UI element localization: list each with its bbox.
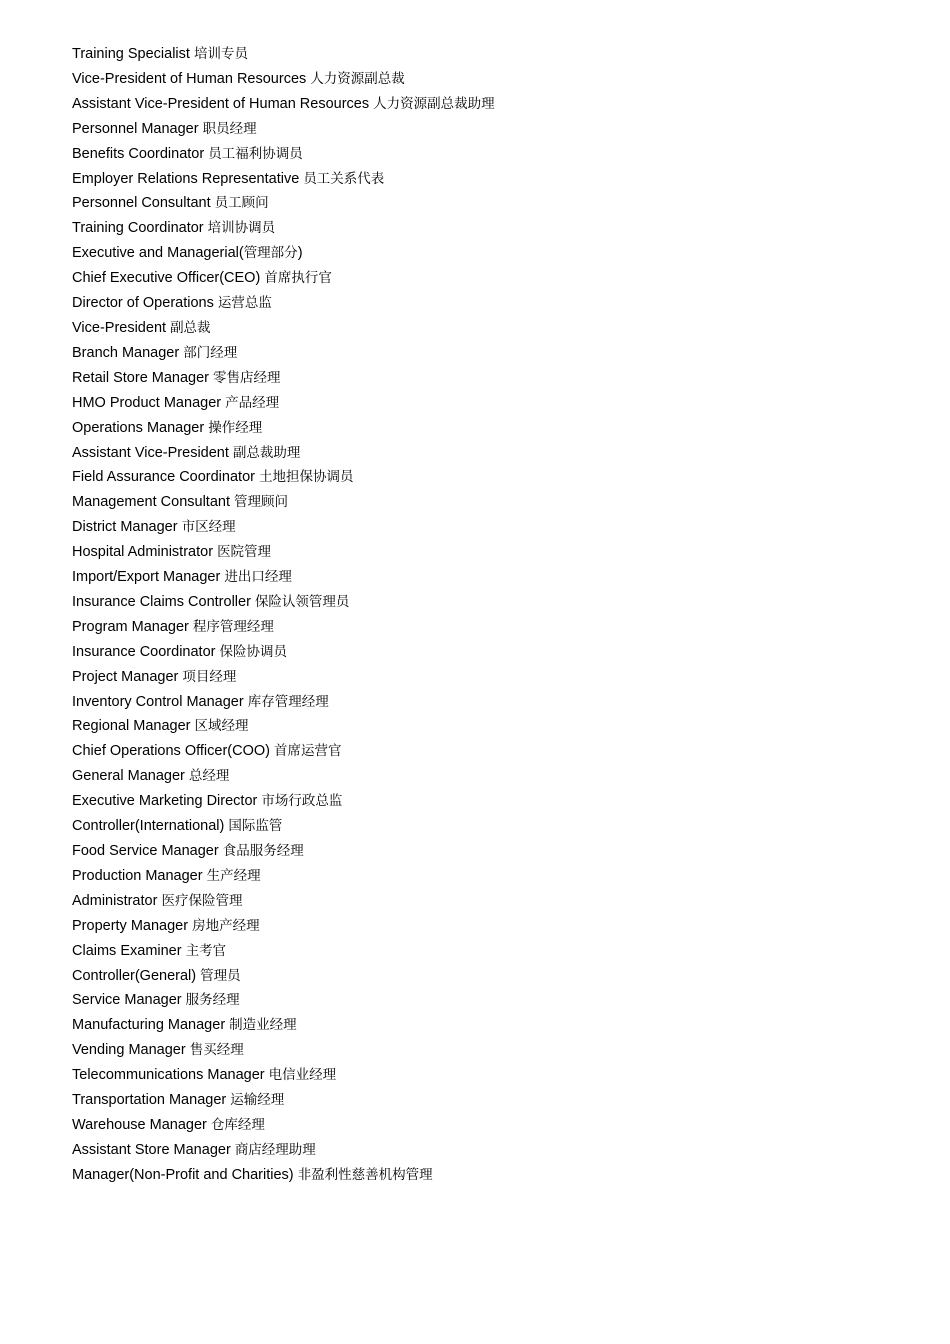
job-title-en: General Manager	[72, 768, 189, 785]
job-title-zh: 市区经理	[181, 519, 236, 536]
list-item	[72, 1113, 512, 1138]
job-title-zh: 项目经理	[182, 668, 237, 685]
job-title-zh: 人力资源副总裁助理	[373, 95, 495, 112]
job-title-zh: 运输经理	[230, 1092, 285, 1109]
section-heading-zh: 管理部分	[243, 245, 298, 262]
job-title-zh: 零售店经理	[213, 369, 281, 386]
job-title-en: Import/Export Manager	[72, 569, 225, 586]
job-title-zh: 仓库经理	[210, 1116, 265, 1133]
job-title-zh: 人力资源副总裁	[310, 70, 405, 87]
list-item	[72, 515, 512, 540]
job-title-en: Chief Executive Officer(CEO)	[72, 270, 265, 287]
list-item	[72, 291, 512, 316]
job-title-en: Controller(International)	[72, 818, 229, 835]
list-item	[72, 366, 512, 391]
job-title-en: Service Manager	[72, 992, 186, 1009]
job-title-en: Management Consultant	[72, 494, 235, 511]
list-item	[72, 565, 512, 590]
list-item	[72, 1088, 512, 1113]
job-title-zh: 商店经理助理	[234, 1141, 316, 1158]
list-item	[72, 92, 512, 117]
job-title-en: Vending Manager	[72, 1042, 190, 1059]
job-title-en: Chief Operations Officer(COO)	[72, 743, 274, 760]
job-title-en: Controller(General)	[72, 967, 201, 984]
job-title-zh: 首席执行官	[264, 270, 332, 287]
job-title-en: Hospital Administrator	[72, 544, 218, 561]
job-title-en: Personnel Consultant	[72, 195, 215, 212]
job-title-en: Regional Manager	[72, 718, 195, 735]
job-title-zh: 医疗保险管理	[161, 892, 243, 909]
job-title-zh: 操作经理	[208, 419, 263, 436]
job-title-en: Branch Manager	[72, 344, 184, 361]
list-item	[72, 640, 512, 665]
list-item	[72, 341, 512, 366]
job-title-zh: 程序管理经理	[192, 618, 274, 635]
list-item	[72, 690, 512, 715]
job-title-zh: 副总裁助理	[232, 444, 301, 461]
job-title-zh: 培训协调员	[207, 220, 276, 237]
list-item	[72, 864, 512, 889]
list-item	[72, 191, 512, 216]
list-item	[72, 391, 512, 416]
job-title-zh: 土地担保协调员	[259, 469, 354, 486]
list-item	[72, 316, 512, 341]
list-item	[72, 441, 512, 466]
job-title-zh: 库存管理经理	[247, 693, 329, 710]
job-title-en: Personnel Manager	[72, 120, 203, 137]
list-item	[72, 814, 512, 839]
job-title-zh: 食品服务经理	[222, 843, 304, 859]
job-title-zh: 副总裁	[170, 319, 211, 336]
list-item	[72, 789, 512, 814]
job-title-zh: 总经理	[188, 768, 230, 785]
job-title-en: Employer Relations Representative	[72, 170, 304, 187]
list-item	[72, 764, 512, 789]
list-item	[72, 714, 512, 739]
job-title-en: Insurance Claims Controller	[72, 593, 255, 610]
job-title-zh: 主考官	[185, 942, 227, 959]
job-title-en: Insurance Coordinator	[72, 643, 220, 660]
job-title-en: Program Manager	[72, 618, 193, 635]
job-title-zh: 国际监管	[228, 818, 283, 835]
list-item	[72, 117, 512, 142]
job-title-en: Assistant Vice-President	[72, 444, 233, 461]
job-title-zh: 运营总监	[217, 295, 272, 312]
list-item	[72, 540, 512, 565]
section-heading-en: Executive and Managerial(	[72, 245, 244, 262]
list-item	[72, 266, 512, 291]
section-heading-close-paren: )	[297, 245, 303, 262]
job-title-en: Director of Operations	[72, 295, 218, 312]
document-page	[72, 42, 512, 1188]
job-title-zh: 售买经理	[189, 1042, 244, 1059]
job-title-en: Vice-President of Human Resources	[72, 70, 311, 87]
list-item	[72, 665, 512, 690]
job-title-zh: 员工福利协调员	[208, 145, 303, 162]
job-title-en: Executive Marketing Director	[72, 793, 262, 810]
list-item	[72, 1013, 512, 1038]
job-title-zh: 制造业经理	[229, 1017, 297, 1034]
list-item	[72, 889, 512, 914]
job-title-en: Operations Manager	[72, 419, 209, 436]
job-title-zh: 进出口经理	[224, 569, 292, 586]
job-title-en: Manufacturing Manager	[72, 1017, 230, 1034]
job-title-en: Project Manager	[72, 668, 183, 685]
job-title-en: Telecommunications Manager	[72, 1067, 269, 1084]
job-title-en: Claims Examiner	[72, 942, 186, 959]
list-item	[72, 590, 512, 615]
job-title-en: Field Assurance Coordinator	[72, 469, 259, 486]
job-title-zh: 产品经理	[225, 394, 280, 411]
list-item	[72, 67, 512, 92]
job-title-en: Warehouse Manager	[72, 1116, 211, 1133]
job-title-en: Assistant Vice-President of Human Resources	[72, 95, 374, 112]
job-title-en: Training Specialist	[72, 46, 194, 62]
job-title-zh: 职员经理	[202, 120, 257, 137]
job-title-en: Benefits Coordinator	[72, 145, 209, 162]
list-item	[72, 988, 512, 1013]
list-item	[72, 964, 512, 989]
list-item	[72, 939, 512, 964]
job-title-zh: 生产经理	[206, 867, 261, 884]
job-title-en: Vice-President	[72, 319, 171, 336]
list-item	[72, 1163, 512, 1188]
job-title-zh: 管理顾问	[234, 494, 289, 511]
job-title-zh: 培训专员	[193, 46, 248, 62]
job-title-zh: 保险协调员	[219, 643, 287, 660]
job-title-zh: 非盈利性慈善机构管理	[297, 1166, 433, 1183]
job-title-en: Transportation Manager	[72, 1092, 231, 1109]
job-title-zh: 员工关系代表	[303, 170, 385, 187]
section-heading	[72, 241, 512, 266]
job-title-zh: 电信业经理	[268, 1067, 337, 1084]
job-title-zh: 管理员	[200, 967, 241, 984]
job-title-en: Training Coordinator	[72, 220, 208, 237]
job-title-en: Property Manager	[72, 917, 193, 934]
job-title-en: HMO Product Manager	[72, 394, 226, 411]
job-title-en: District Manager	[72, 519, 182, 536]
list-item	[72, 490, 512, 515]
job-title-zh: 部门经理	[183, 344, 238, 361]
job-title-zh: 服务经理	[185, 992, 240, 1009]
job-title-en: Administrator	[72, 892, 162, 909]
list-item	[72, 465, 512, 490]
job-title-zh: 医院管理	[217, 544, 272, 561]
list-item	[72, 839, 512, 864]
job-title-zh: 员工顾问	[214, 195, 269, 212]
list-item	[72, 615, 512, 640]
job-title-en: Assistant Store Manager	[72, 1141, 235, 1158]
list-item	[72, 167, 512, 192]
job-title-en: Manager(Non-Profit and Charities)	[72, 1166, 298, 1183]
job-title-zh: 区域经理	[194, 718, 249, 735]
list-item	[72, 914, 512, 939]
list-item	[72, 416, 512, 441]
job-title-en: Inventory Control Manager	[72, 693, 248, 710]
job-title-zh: 首席运营官	[274, 743, 342, 760]
job-title-zh: 市场行政总监	[261, 793, 343, 810]
list-item	[72, 1063, 512, 1088]
job-title-en: Retail Store Manager	[72, 369, 214, 386]
list-item	[72, 42, 512, 67]
list-item	[72, 1038, 512, 1063]
list-item	[72, 142, 512, 167]
job-title-en: Production Manager	[72, 867, 207, 884]
list-item	[72, 1138, 512, 1163]
job-title-zh: 房地产经理	[192, 917, 260, 934]
list-item	[72, 739, 512, 764]
list-item	[72, 216, 512, 241]
job-title-zh: 保险认领管理员	[254, 593, 350, 610]
job-title-en: Food Service Manager	[72, 843, 223, 859]
